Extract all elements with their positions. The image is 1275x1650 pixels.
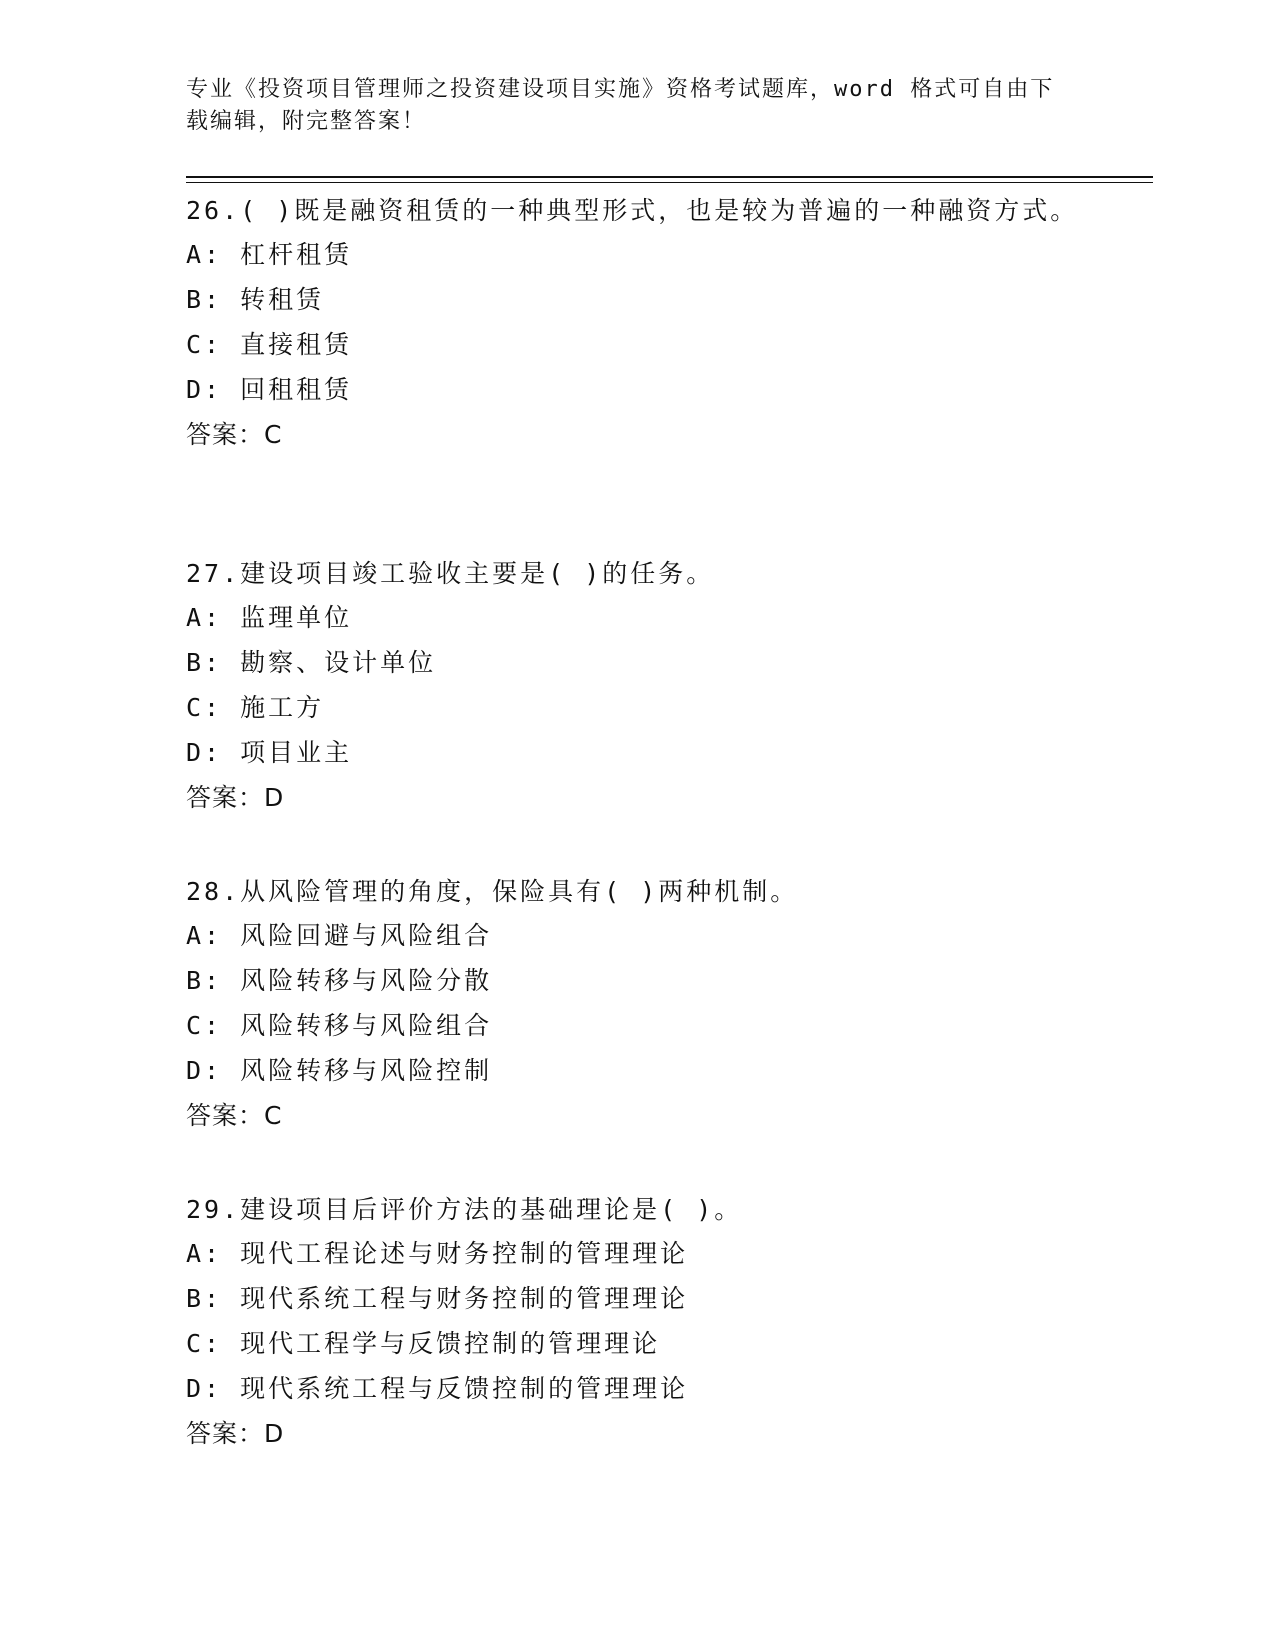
header-rule-thick — [186, 176, 1153, 178]
option-b: B: 转租赁 — [186, 285, 325, 314]
option-a: A: 现代工程论述与财务控制的管理理论 — [186, 1239, 689, 1268]
option-d: D: 回租租赁 — [186, 375, 353, 404]
question-stem: 29.建设项目后评价方法的基础理论是( )。 — [186, 1195, 743, 1224]
question-29 — [186, 1188, 1086, 1457]
option-b: B: 勘察、设计单位 — [186, 648, 437, 677]
option-a: A: 监理单位 — [186, 603, 353, 632]
option-c: C: 直接租赁 — [186, 330, 353, 359]
option-c: C: 施工方 — [186, 693, 325, 722]
option-c: C: 风险转移与风险组合 — [186, 1011, 493, 1040]
option-b: B: 风险转移与风险分散 — [186, 966, 493, 995]
option-c: C: 现代工程学与反馈控制的管理理论 — [186, 1329, 661, 1358]
option-a: A: 杠杆租赁 — [186, 240, 353, 269]
option-d: D: 风险转移与风险控制 — [186, 1056, 493, 1085]
option-d: D: 项目业主 — [186, 738, 353, 767]
option-a: A: 风险回避与风险组合 — [186, 921, 493, 950]
answer: 答案：D — [186, 1419, 285, 1448]
question-stem: 28.从风险管理的角度，保险具有( )两种机制。 — [186, 877, 799, 906]
option-b: B: 现代系统工程与财务控制的管理理论 — [186, 1284, 689, 1313]
question-stem: 26.( )既是融资租赁的一种典型形式，也是较为普遍的一种融资方式。 — [186, 196, 1079, 225]
question-26 — [186, 189, 1086, 458]
question-27 — [186, 552, 1086, 821]
answer: 答案：D — [186, 783, 285, 812]
header-rule-thin — [186, 182, 1153, 183]
question-28 — [186, 870, 1086, 1139]
answer: 答案：C — [186, 420, 283, 449]
document-header: 专业《投资项目管理师之投资建设项目实施》资格考试题库，word 格式可自由下载编辑，附完整答案！ — [186, 77, 1055, 134]
option-d: D: 现代系统工程与反馈控制的管理理论 — [186, 1374, 689, 1403]
answer: 答案：C — [186, 1101, 283, 1130]
question-stem: 27.建设项目竣工验收主要是( )的任务。 — [186, 559, 715, 588]
